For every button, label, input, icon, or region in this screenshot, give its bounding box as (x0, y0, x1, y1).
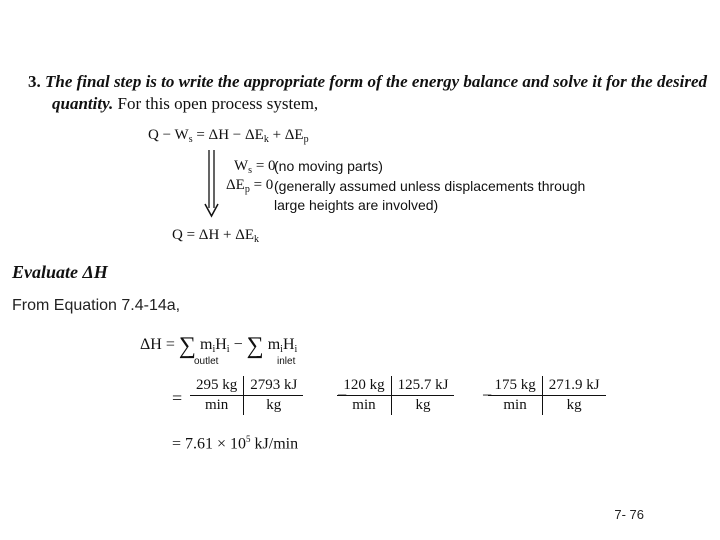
from-equation: From Equation 7.4-14a, (12, 297, 181, 314)
final-result (172, 434, 298, 453)
reduced-balance-text: Q = ΔH + ΔE (172, 227, 255, 243)
energy-balance-equation: $Q - W_s = \Delta H - \Delta E_k + \Delta E_p$ (148, 127, 309, 145)
frac-d2: kg (244, 396, 304, 416)
step-3-line-1 (28, 72, 707, 92)
step-text-3: For this open process system, (117, 94, 319, 113)
eb-rhs: = ΔH − ΔE (196, 127, 264, 143)
step-text-2: quantity. (52, 94, 114, 113)
dh-lhs: ΔH = (140, 336, 175, 353)
frac-n1: 295 kg (190, 376, 244, 396)
ep-note: (generally assumed unless displacements through (274, 178, 586, 194)
ep-symbol: ΔE (226, 177, 245, 193)
frac-n6: 271.9 kJ (542, 376, 605, 396)
sum-symbol-outlet: ∑ (178, 333, 196, 359)
fraction-table (190, 376, 606, 415)
result-unit: kJ/min (250, 435, 299, 453)
outlet-label: outlet (194, 356, 219, 367)
dh-sum2-h: H (282, 336, 295, 353)
ep-eq: = 0 (253, 177, 274, 193)
ep-note-2: large heights are involved) (274, 197, 439, 213)
ws-symbol: W (234, 158, 249, 174)
reduced-balance: $Q = \Delta H + \Delta E_k$ (172, 227, 260, 245)
dh-sum1-h: H (215, 336, 227, 353)
section-title: Evaluate ΔH (12, 262, 108, 282)
step-text: The final step is to write the appropriate form of the energy balance and solve it for the desired (45, 72, 708, 91)
frac-d6: kg (542, 396, 605, 416)
frac-d4: kg (391, 396, 454, 416)
frac-d5: min (503, 397, 527, 413)
frac-d1: min (204, 397, 229, 413)
frac-n2: 2793 kJ (244, 376, 304, 396)
ws-eq: = 0 (255, 158, 276, 174)
step-number: 3. (28, 72, 41, 91)
page-number: 7- 76 (614, 507, 644, 522)
dh-sum2: m (267, 336, 281, 353)
ws-assumption: $W_s = 0$ (234, 158, 276, 176)
frac-n5: 175 kg (488, 376, 542, 396)
result-exponent: 5 (246, 434, 251, 444)
ep-assumption: $\Delta E_p = 0$ (226, 177, 274, 195)
step-3-line-2 (52, 94, 318, 114)
frac-n3: 120 kg (337, 376, 391, 396)
minus-sign-2: − (482, 385, 493, 405)
ws-note: (no moving parts) (274, 158, 383, 174)
dh-minus: − (233, 336, 243, 353)
eb-lhs: Q − W (148, 127, 189, 143)
equals-sign: = (172, 388, 183, 408)
frac-n4: 125.7 kJ (391, 376, 454, 396)
result-value: = 7.61 × 10 (172, 435, 247, 453)
dh-sum1: m (199, 336, 213, 353)
delta-h-definition: ΔH = ∑ $m_iH_i$ − ∑ $m_iH_i$ (140, 333, 298, 359)
frac-d3: min (352, 397, 376, 413)
implication-arrow (203, 150, 223, 220)
inlet-label: inlet (277, 356, 296, 367)
sum-symbol-inlet: ∑ (246, 333, 264, 359)
minus-sign-1: − (337, 385, 348, 405)
